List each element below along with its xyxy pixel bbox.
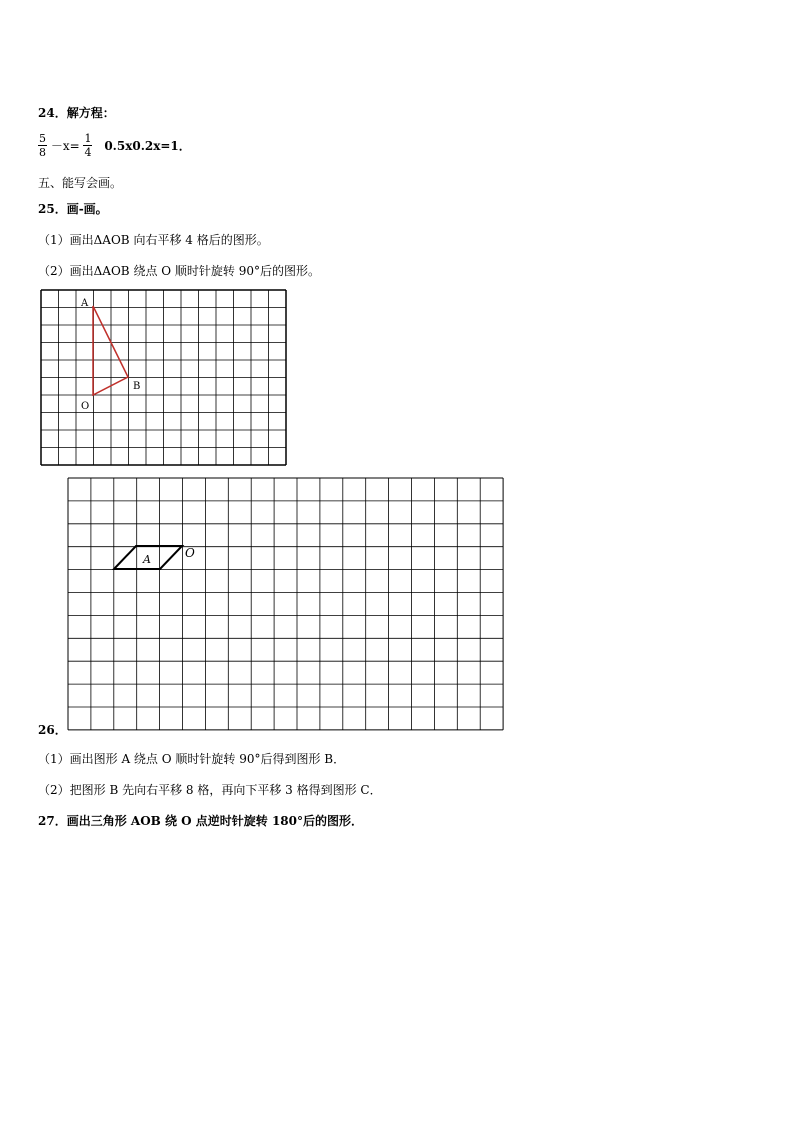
q25-sub1: （1）画出ΔAOB 向右平移 4 格后的图形。 — [38, 233, 269, 247]
fraction-denominator: 8 — [39, 146, 46, 159]
label-o: O — [185, 546, 195, 560]
section-heading: 五、能写会画。 — [38, 176, 123, 190]
q26-sub1: （1）画出图形 A 绕点 O 顺时针旋转 90°后得到图形 B． — [38, 752, 346, 766]
grid-lines — [41, 290, 286, 465]
fraction-numerator: 5 — [39, 132, 46, 145]
fraction-5-8 — [38, 132, 47, 159]
q24-title: 24．解方程： — [38, 106, 115, 120]
q26-sub2: （2）把图形 B 先向右平移 8 格，再向下平移 3 格得到图形 C． — [38, 783, 382, 797]
label-o: O — [81, 401, 90, 412]
q25-grid — [40, 289, 287, 465]
fraction-denominator: 4 — [84, 146, 92, 159]
eq1-middle: －x= — [50, 139, 80, 153]
eq2: 0.5x0.2x=1． — [104, 139, 191, 153]
label-shape-a: A — [143, 553, 151, 566]
label-a: A — [81, 298, 89, 309]
label-b: B — [133, 381, 141, 392]
q25-title: 25．画-画。 — [38, 202, 108, 216]
fraction-numerator: 1 — [84, 132, 92, 145]
grid-lines — [68, 478, 503, 730]
q25-sub2: （2）画出ΔAOB 绕点 O 顺时针旋转 90°后的图形。 — [38, 264, 320, 278]
q27-title: 27．画出三角形 AOB 绕 O 点逆时针旋转 180°后的图形． — [38, 814, 363, 828]
q26-number: 26． — [38, 723, 67, 737]
q24-equations — [38, 132, 191, 159]
triangle-aob — [93, 306, 128, 395]
fraction-1-4 — [83, 132, 92, 159]
q26-grid — [67, 477, 503, 733]
